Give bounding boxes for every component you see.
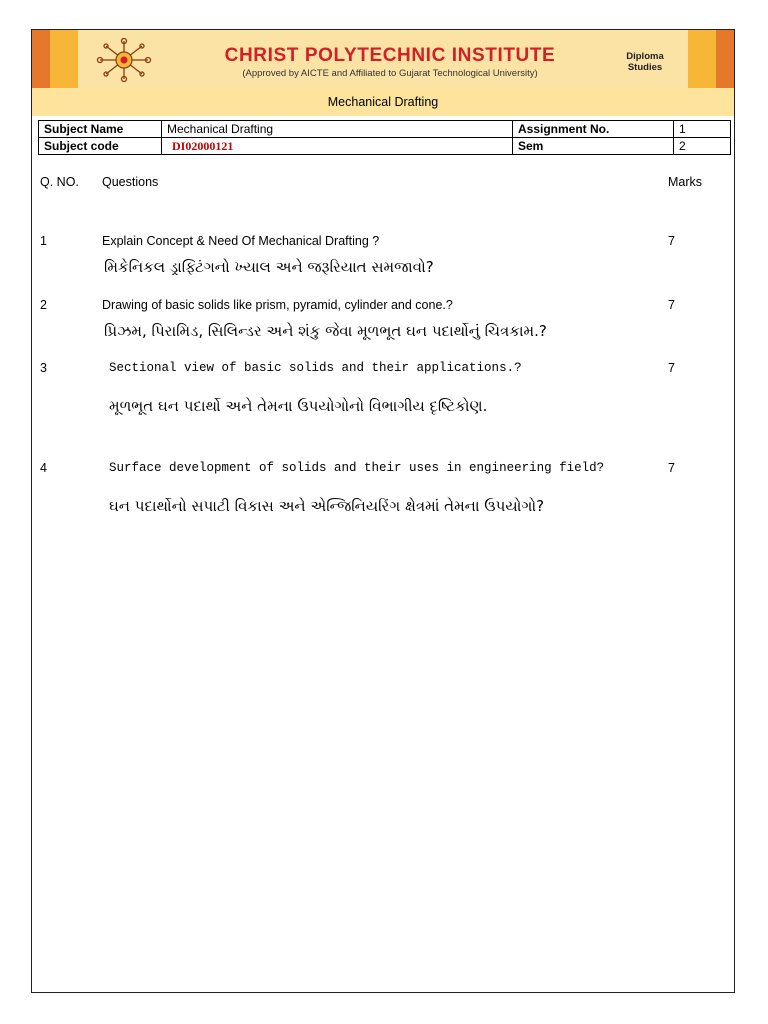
question-marks: 7 bbox=[668, 234, 675, 248]
table-row bbox=[39, 138, 731, 155]
assignment-page bbox=[31, 29, 735, 993]
qno-header: Q. NO. bbox=[40, 175, 79, 189]
question-marks: 7 bbox=[668, 298, 675, 312]
questions-header-label: Questions bbox=[102, 175, 159, 189]
question-marks: 7 bbox=[668, 461, 675, 475]
question-text: Drawing of basic solids like prism, pyramid, cylinder and cone.? bbox=[102, 298, 453, 312]
question-number: 3 bbox=[40, 361, 47, 375]
badge-line: Studies bbox=[627, 62, 663, 73]
subject-code-label: Subject code bbox=[39, 138, 162, 155]
sem-label: Sem bbox=[513, 138, 674, 155]
question-number: 2 bbox=[40, 298, 47, 312]
question-marks: 7 bbox=[668, 361, 675, 375]
question-text: Sectional view of basic solids and their applications.? bbox=[109, 361, 522, 375]
assignment-value: 1 bbox=[674, 121, 731, 138]
question-text-gujarati: મિકેનિકલ ડ્રાફ્ટિંગનો ખ્યાલ અને જરૂરિયાત સમજાવો? bbox=[104, 258, 434, 276]
institute-approval: (Approved by AICTE and Affiliated to Gujarat Technological University) bbox=[242, 68, 538, 79]
banner-stripe bbox=[688, 30, 716, 88]
diploma-badge bbox=[610, 51, 680, 73]
badge-line: Diploma bbox=[626, 51, 664, 62]
subject-title: Mechanical Drafting bbox=[32, 88, 734, 116]
question-text-gujarati: પ્રિઝમ, પિરામિડ, સિલિન્ડર અને શંકુ જેવા મૂળભૂત ઘન પદાર્થોનું ચિત્રકામ.? bbox=[104, 322, 547, 340]
subject-code-value: DI02000121 bbox=[162, 138, 513, 155]
banner-stripe bbox=[50, 30, 78, 88]
banner-stripe bbox=[32, 30, 50, 88]
question-text: Explain Concept & Need Of Mechanical Drafting ? bbox=[102, 234, 380, 248]
institute-emblem-icon bbox=[94, 38, 154, 82]
info-table bbox=[38, 120, 731, 155]
question-text-gujarati: ઘન પદાર્થોનો સપાટી વિકાસ અને એન્જિનિયરિંગ ક્ષેત્રમાં તેમના ઉપયોગો? bbox=[109, 497, 545, 515]
subject-name-label: Subject Name bbox=[39, 121, 162, 138]
question-text: Surface development of solids and their uses in engineering field? bbox=[109, 461, 605, 475]
institute-name: CHRIST POLYTECHNIC INSTITUTE bbox=[224, 45, 556, 66]
assignment-label: Assignment No. bbox=[513, 121, 674, 138]
question-number: 1 bbox=[40, 234, 47, 248]
header-banner bbox=[32, 30, 734, 88]
table-row bbox=[39, 121, 731, 138]
sem-value: 2 bbox=[674, 138, 731, 155]
question-text-gujarati: મૂળભૂત ઘન પદાર્થો અને તેમના ઉપયોગોનો વિભાગીય દૃષ્ટિકોણ. bbox=[109, 397, 488, 415]
subject-name-value: Mechanical Drafting bbox=[162, 121, 513, 138]
question-number: 4 bbox=[40, 461, 47, 475]
marks-header: Marks bbox=[668, 175, 703, 189]
banner-stripe bbox=[716, 30, 734, 88]
